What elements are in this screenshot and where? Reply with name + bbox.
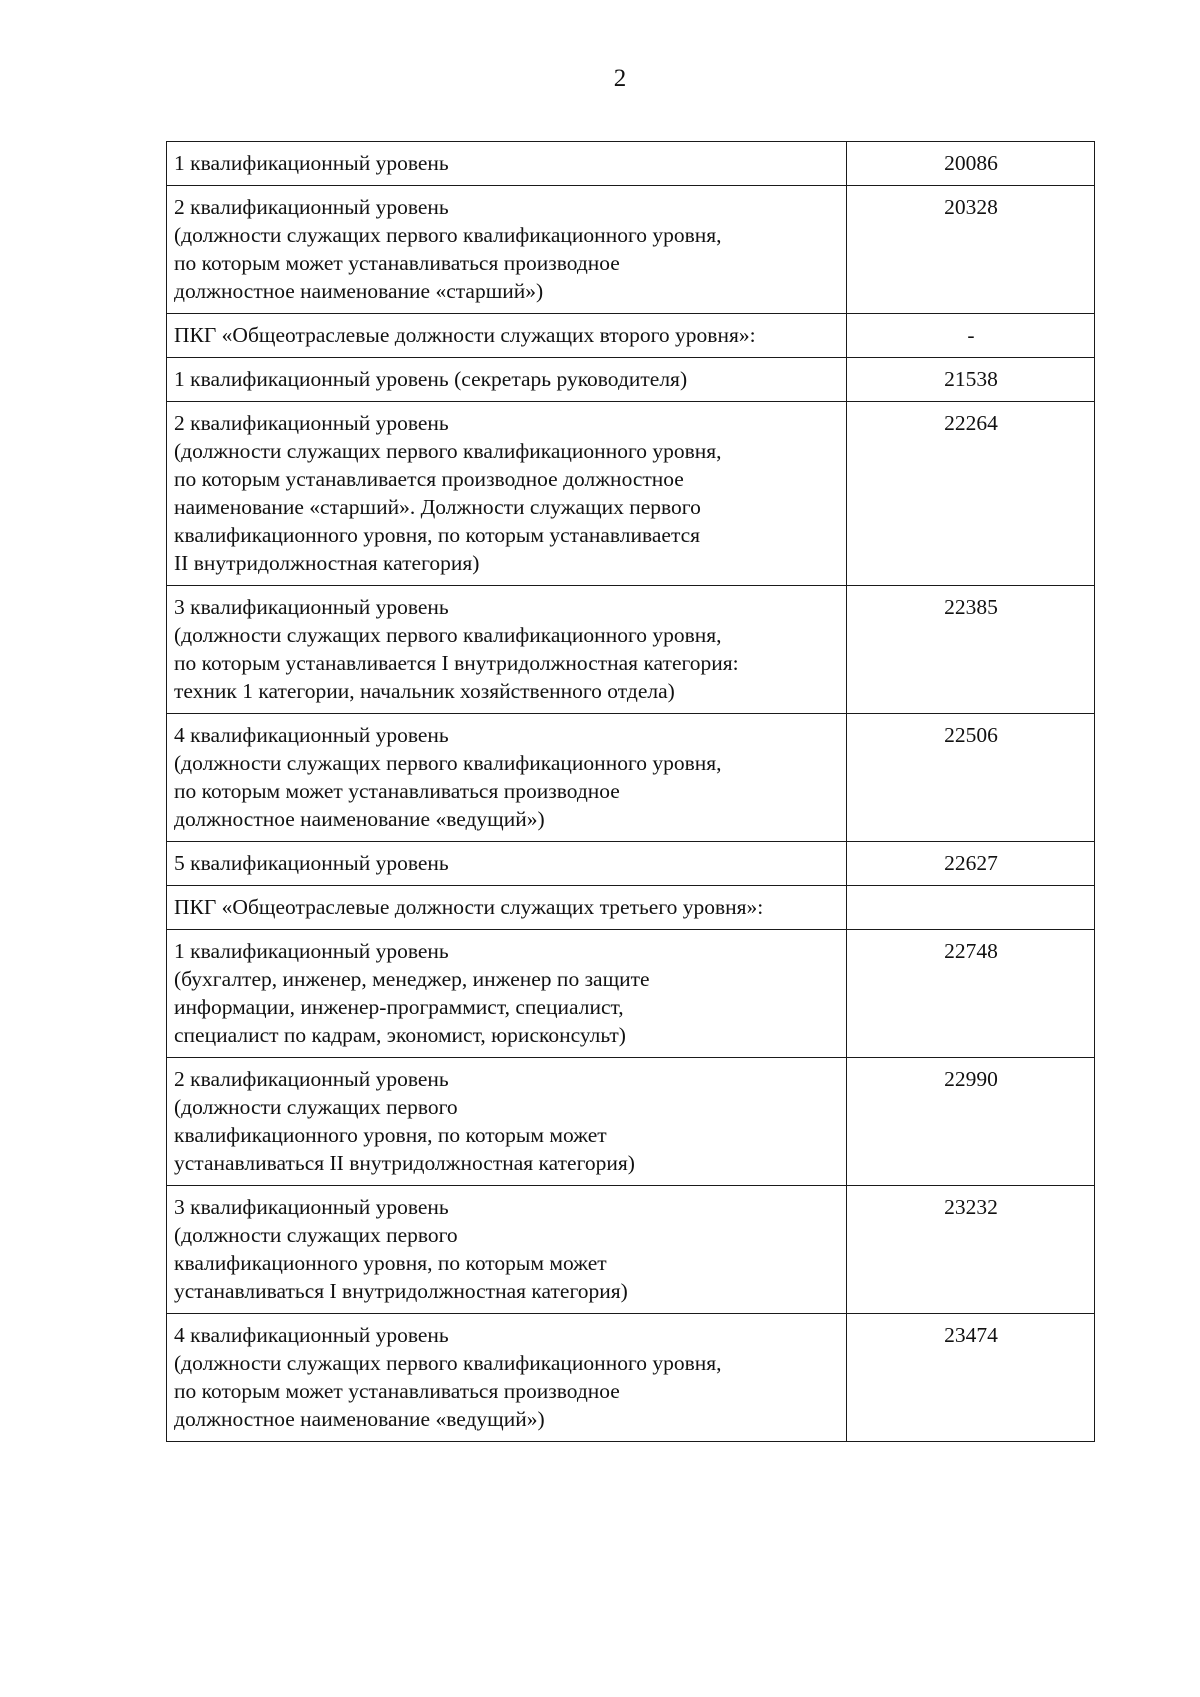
position-cell: 4 квалификационный уровень (должности служащих первого квалификационного уровня, по которым может устанавливаться производное должностное наименование «ведущий»): [167, 714, 847, 842]
salary-cell: 22990: [847, 1058, 1095, 1186]
table-row: [167, 358, 1095, 402]
table-row: [167, 886, 1095, 930]
position-cell: 1 квалификационный уровень: [167, 142, 847, 186]
salary-cell: [847, 886, 1095, 930]
table-row: [167, 314, 1095, 358]
salary-cell: 22264: [847, 402, 1095, 586]
salary-cell: 23232: [847, 1186, 1095, 1314]
salary-cell: 22385: [847, 586, 1095, 714]
position-cell: 4 квалификационный уровень (должности служащих первого квалификационного уровня, по которым может устанавливаться производное должностное наименование «ведущий»): [167, 1314, 847, 1442]
group-header-cell: ПКГ «Общеотраслевые должности служащих третьего уровня»:: [167, 886, 847, 930]
table-row: [167, 1314, 1095, 1442]
salary-cell: -: [847, 314, 1095, 358]
position-cell: 2 квалификационный уровень (должности служащих первого квалификационного уровня, по которым устанавливается производное должностное наименование «старший». Должности служащих первого квалификационного уровня, по которым устанавливается II внутридолжностная категория): [167, 402, 847, 586]
position-cell: 5 квалификационный уровень: [167, 842, 847, 886]
group-header-cell: ПКГ «Общеотраслевые должности служащих второго уровня»:: [167, 314, 847, 358]
position-cell: 3 квалификационный уровень (должности служащих первого квалификационного уровня, по которым может устанавливаться I внутридолжностная категория): [167, 1186, 847, 1314]
salary-cell: 22627: [847, 842, 1095, 886]
position-cell: 3 квалификационный уровень (должности служащих первого квалификационного уровня, по которым устанавливается I внутридолжностная категория: техник 1 категории, начальник хозяйственного отдела): [167, 586, 847, 714]
table-row: [167, 1058, 1095, 1186]
salary-table: [166, 141, 1095, 1442]
table-row: [167, 930, 1095, 1058]
salary-cell: 20086: [847, 142, 1095, 186]
salary-cell: 23474: [847, 1314, 1095, 1442]
position-cell: 2 квалификационный уровень (должности служащих первого квалификационного уровня, по которым может устанавливаться II внутридолжностная категория): [167, 1058, 847, 1186]
position-cell: 1 квалификационный уровень (секретарь руководителя): [167, 358, 847, 402]
table-row: [167, 842, 1095, 886]
table-row: [167, 186, 1095, 314]
salary-cell: 22506: [847, 714, 1095, 842]
table-row: [167, 142, 1095, 186]
salary-cell: 20328: [847, 186, 1095, 314]
table-row: [167, 714, 1095, 842]
table-row: [167, 1186, 1095, 1314]
page-number: 2: [613, 65, 627, 92]
table-row: [167, 586, 1095, 714]
position-cell: 1 квалификационный уровень (бухгалтер, инженер, менеджер, инженер по защите информации, инженер-программист, специалист, специалист по кадрам, экономист, юрисконсульт): [167, 930, 847, 1058]
table-row: [167, 402, 1095, 586]
salary-cell: 22748: [847, 930, 1095, 1058]
position-cell: 2 квалификационный уровень (должности служащих первого квалификационного уровня, по которым может устанавливаться производное должностное наименование «старший»): [167, 186, 847, 314]
salary-cell: 21538: [847, 358, 1095, 402]
